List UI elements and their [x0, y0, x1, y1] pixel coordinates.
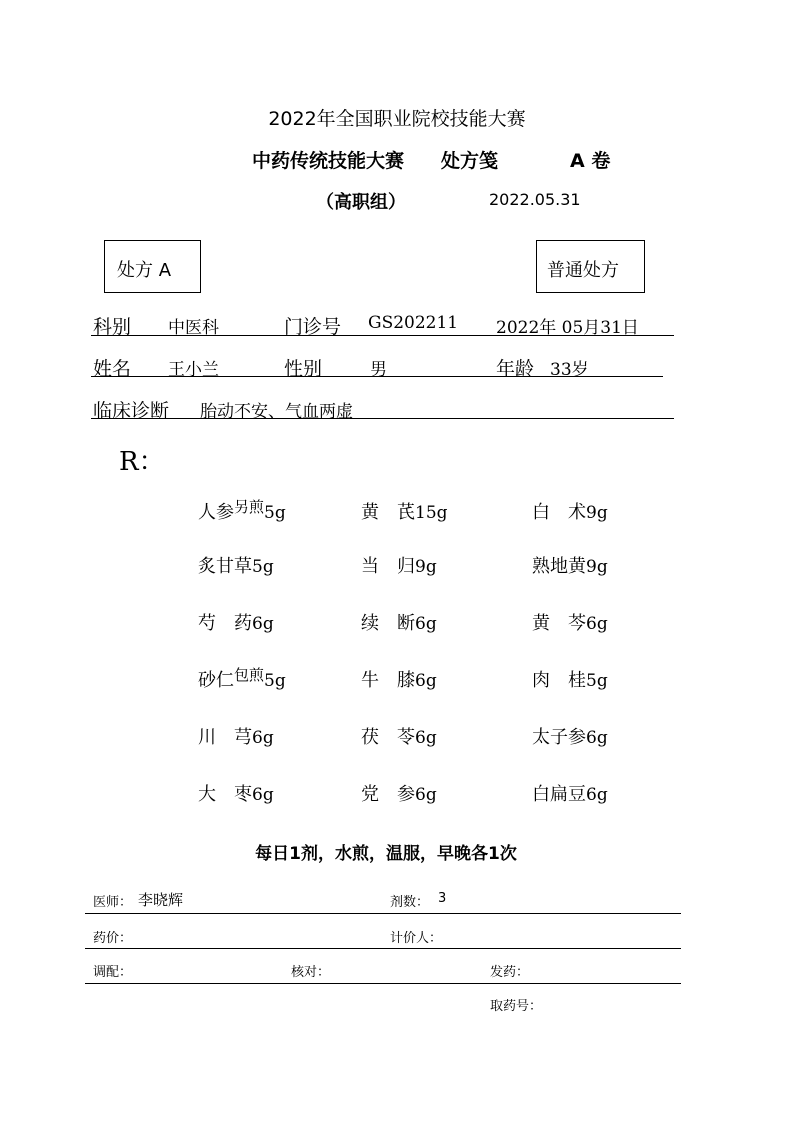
usage-instructions: 每日1剂，水煎，温服，早晚各1次	[255, 844, 517, 864]
herb-name: 熟地黄	[532, 556, 586, 577]
herb-dose: 6g	[252, 785, 274, 805]
sex-label: 性别	[284, 358, 323, 380]
herb-name: 砂仁	[198, 670, 234, 691]
diagnosis-value: 胎动不安、气血两虚	[200, 402, 353, 422]
herb-dose: 5g	[586, 671, 608, 691]
herb-item	[532, 609, 608, 635]
herb-dose: 6g	[415, 614, 437, 634]
divider-line	[85, 913, 681, 914]
age-label: 年龄	[496, 358, 535, 380]
herb-item	[198, 666, 286, 692]
rx-symbol: R：	[119, 447, 165, 477]
document-title: 处方笺	[441, 150, 499, 172]
herb-item	[198, 780, 274, 806]
herb-name: 肉 桂	[532, 670, 586, 691]
age-value: 33岁	[550, 360, 589, 380]
issue-label: 发药：	[490, 965, 530, 980]
herb-name: 茯 苓	[361, 727, 415, 748]
dept-label: 科别	[93, 316, 132, 338]
herb-item	[532, 723, 608, 749]
herb-dose: 6g	[586, 614, 608, 634]
pickup-number-label: 取药号：	[490, 999, 543, 1014]
herb-preparation-note: 另煎	[234, 498, 265, 516]
paper-label: A 卷	[570, 150, 611, 172]
herb-item	[198, 609, 274, 635]
dispense-label: 调配：	[93, 965, 133, 980]
outpatient-value: GS202211	[368, 313, 459, 333]
divider-line	[85, 983, 681, 984]
herb-item	[198, 498, 286, 524]
herb-item	[361, 498, 448, 524]
divider-line	[91, 418, 674, 419]
herb-item	[532, 552, 608, 578]
herb-dose: 9g	[586, 557, 608, 577]
prescription-a-label: 处方 A	[117, 260, 172, 281]
event-title: 中药传统技能大赛	[252, 150, 405, 172]
doctor-value: 李晓辉	[138, 891, 184, 909]
sex-value: 男	[370, 360, 387, 380]
herb-name: 人参	[198, 502, 234, 523]
outpatient-label: 门诊号	[284, 316, 342, 338]
herb-name: 炙甘草	[198, 556, 252, 577]
herb-name: 白 术	[532, 502, 586, 523]
herb-dose: 6g	[252, 614, 274, 634]
herb-name: 大 枣	[198, 784, 252, 805]
herb-name: 续 断	[361, 613, 415, 634]
herb-item	[361, 609, 437, 635]
herb-dose: 6g	[252, 728, 274, 748]
herb-name: 黄 芪	[361, 502, 415, 523]
herb-dose: 6g	[415, 785, 437, 805]
name-label: 姓名	[93, 358, 132, 380]
herb-item	[361, 552, 437, 578]
herb-name: 黄 芩	[532, 613, 586, 634]
doses-value: 3	[438, 891, 447, 906]
doses-label: 剂数：	[390, 895, 430, 910]
herb-dose: 6g	[415, 728, 437, 748]
divider-line	[91, 335, 674, 336]
herb-dose: 5g	[264, 503, 286, 523]
diagnosis-label: 临床诊断	[93, 400, 170, 422]
herb-name: 太子参	[532, 727, 586, 748]
herb-item	[532, 780, 608, 806]
herb-dose: 9g	[415, 557, 437, 577]
doctor-label: 医师：	[93, 895, 133, 910]
herb-dose: 6g	[586, 785, 608, 805]
herb-name: 当 归	[361, 556, 415, 577]
herb-item	[532, 666, 608, 692]
group-label: （高职组）	[316, 192, 406, 213]
prescription-a-box	[104, 240, 201, 293]
price-label: 药价：	[93, 931, 133, 946]
herb-item	[198, 552, 274, 578]
herb-name: 川 芎	[198, 727, 252, 748]
name-value: 王小兰	[168, 360, 219, 380]
herb-item	[361, 723, 437, 749]
herb-name: 党 参	[361, 784, 415, 805]
pricer-label: 计价人：	[390, 931, 443, 946]
herb-preparation-note: 包煎	[234, 666, 265, 684]
herb-item	[532, 498, 608, 524]
prescription-date: 2022年 05月31日	[496, 318, 639, 338]
herb-item	[361, 780, 437, 806]
herb-name: 白扁豆	[532, 784, 586, 805]
herb-dose: 5g	[252, 557, 274, 577]
herb-dose: 5g	[264, 671, 286, 691]
prescription-type-label: 普通处方	[547, 260, 619, 281]
herb-item	[198, 723, 274, 749]
contest-title: 2022年全国职业院校技能大赛	[268, 108, 526, 130]
herb-name: 芍 药	[198, 613, 252, 634]
divider-line	[85, 948, 681, 949]
divider-line	[91, 376, 663, 377]
herb-name: 牛 膝	[361, 670, 415, 691]
check-label: 核对：	[291, 965, 331, 980]
herb-dose: 15g	[415, 503, 448, 523]
herb-item	[361, 666, 437, 692]
exam-date: 2022.05.31	[489, 190, 581, 209]
herb-dose: 6g	[415, 671, 437, 691]
dept-value: 中医科	[168, 318, 219, 338]
herb-dose: 9g	[586, 503, 608, 523]
herb-dose: 6g	[586, 728, 608, 748]
prescription-type-box	[536, 240, 645, 293]
